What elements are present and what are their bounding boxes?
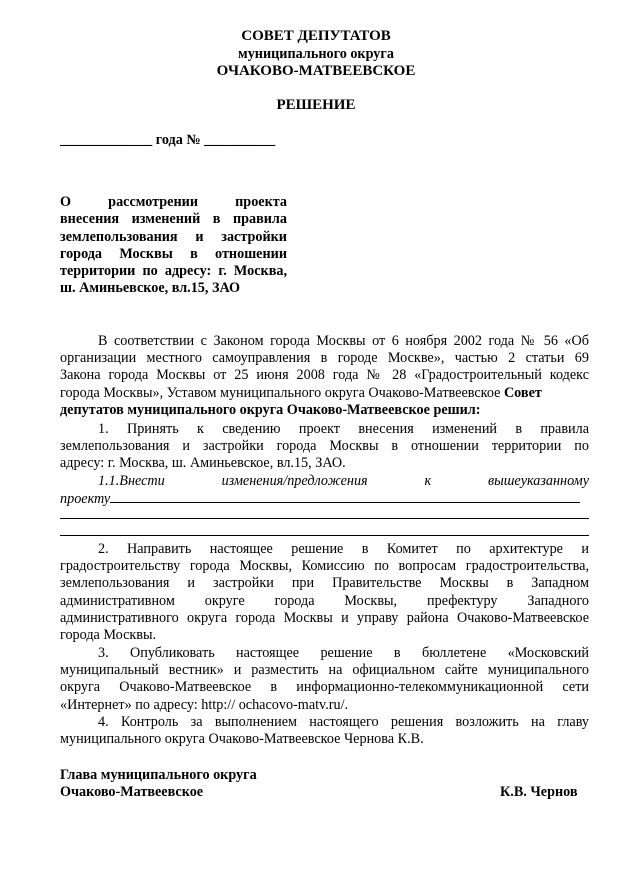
item-2-paragraph [60,541,589,644]
date-blank: _____________ [60,132,153,148]
item-line: 1. Принять к сведению проект внесения изменений в правила [98,421,589,437]
decision-subject [60,194,287,298]
item-4-paragraph [60,714,589,748]
date-year-number-label: года № [152,132,205,148]
item-line: 4. Контроль за выполнением настоящего решения возложить на главу [98,714,589,730]
item-line: адресу: г. Москва, ш. Аминьевское, вл.15, ЗАО. [60,455,346,472]
council-bold-start: Совет [503,384,542,401]
item-line: «Интернет» по адресу: http:// ochacovo-matv.ru/. [60,696,349,713]
item-line: муниципальный вестник» и разместить на официальном сайте муниципального [60,662,589,679]
sub-item-line: 1.1.Внести изменения/предложения к вышеуказанному [98,472,589,489]
preamble-line [60,385,589,402]
proposal-blank-line[interactable] [60,535,589,536]
item-line: муниципального округа Очаково-Матвеевское Чернова К.В. [60,731,424,748]
subject-line: О рассмотрении проекта [60,194,287,210]
preamble-line-text: города Москвы», Уставом муниципального округа Очаково-Матвеевское [60,384,504,401]
subject-line: территории по адресу: г. Москва, [60,263,287,280]
preamble-line: В соответствии с Законом города Москвы от 6 ноября 2002 года № 56 «Об [98,333,589,349]
sub-item-text: проекту [60,490,111,507]
preamble-line: Закона города Москвы от 25 июня 2008 года № 28 «Градостроительный кодекс [60,367,589,384]
subject-line: ш. Аминьевское, вл.15, ЗАО [60,280,241,297]
district-label: муниципального округа [238,46,394,62]
item-line: землепользования и застройки при Правительстве Москвы в Западном [60,575,589,592]
preamble-paragraph [60,333,589,419]
item-line: 2. Направить настоящее решение в Комитет по архитектуре и [98,541,589,557]
council-title: СОВЕТ ДЕПУТАТОВ [241,28,391,44]
item-line: землепользования и застройки города Москвы в отношении территории по [60,438,589,455]
signatory-name: К.В. Чернов [500,784,578,800]
subject-line: города Москвы в отношении [60,245,287,262]
document-type-heading: РЕШЕНИЕ [276,97,356,113]
date-number-line [60,131,275,149]
item-line: города Москвы. [60,627,157,644]
sub-item-continuation [60,490,589,508]
item-line: административного округа города Москвы и управу района Очаково-Матвеевское [60,609,589,626]
item-1-paragraph [60,421,589,508]
item-line: градостроительству города Москвы, Комиссию по вопросам градостроительства, [60,558,589,575]
number-blank: __________ [204,132,276,148]
proposal-blank-line[interactable] [110,490,580,503]
preamble-line: организации местного самоуправления в городе Москве», частью 2 статьи 69 [60,350,589,367]
district-name: ОЧАКОВО-МАТВЕЕВСКОЕ [216,63,416,79]
resolved-line: депутатов муниципального округа Очаково-Матвеевское решил: [60,401,481,418]
signatory-title-line-2: Очаково-Матвеевское [60,784,204,800]
subject-line: внесения изменений в правила [60,211,287,228]
item-line: административном округе города Москвы, префектуру Западного [60,592,589,609]
signatory-title-line-1: Глава муниципального округа [60,767,257,783]
proposal-blank-line[interactable] [60,518,589,519]
subject-line: землепользования и застройки [60,228,287,245]
item-3-paragraph [60,645,589,714]
item-line: округа Очаково-Матвеевское в информационно-телекоммуникационной сети [60,679,589,696]
item-line: 3. Опубликовать настоящее решение в бюллетене «Московский [98,645,589,661]
